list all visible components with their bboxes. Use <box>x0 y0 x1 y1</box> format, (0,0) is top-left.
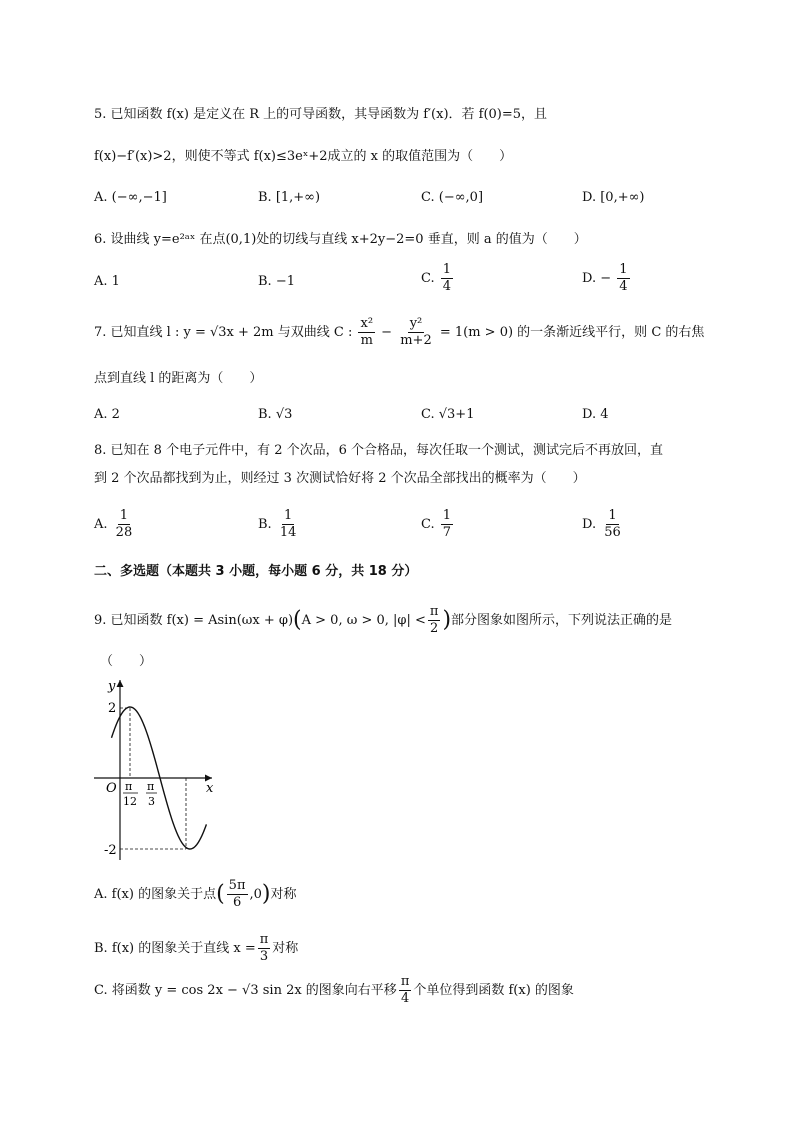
q6-option-c-label: C. <box>421 271 435 286</box>
q9-condition-fraction: $\frac{\pi}{2}$ <box>429 604 439 636</box>
q7-post: = 1(m > 0) 的一条渐近线平行，则 C 的右焦 <box>439 325 705 340</box>
q8-line1: 8. 已知在 8 个电子元件中，有 2 个次品，6 个合格品，每次任取一个测试，测试完后不再放回，直 <box>94 443 664 458</box>
q7-option-c: C. √3+1 <box>421 407 475 422</box>
q8-option-d-label: D. <box>582 517 597 532</box>
q7-minus: − <box>381 325 393 340</box>
q9-condition: A > 0, ω > 0, |φ| < <box>301 613 426 628</box>
q8-option-a-label: A. <box>94 517 108 532</box>
q5-line2: f(x)−f′(x)>2，则使不等式 f(x)≤3eˣ+2成立的 x 的取值范围为（ ） <box>94 149 513 164</box>
q8-option-a <box>94 508 136 541</box>
q8-option-d <box>582 508 625 541</box>
q8-line2: 到 2 个次品都找到为止，则经过 3 次测试恰好将 2 个次品全部找出的概率为（ ） <box>94 471 586 486</box>
q8-option-b-label: B. <box>258 517 272 532</box>
q6-option-c-fraction: $\frac{1}{4}$ <box>442 262 452 294</box>
q9-option-a: A. f(x) 的图象关于点( $\frac{5\pi}{6}$ ,0)对称 <box>94 878 297 910</box>
q7-option-d: D. 4 <box>582 407 609 422</box>
q9-post: 部分图象如图所示，下列说法正确的是 <box>451 613 673 628</box>
section-heading: 二、多选题（本题共 3 小题，每小题 6 分，共 18 分） <box>94 564 418 579</box>
q8-option-a-fraction: $\frac{1}{28}$ <box>115 508 133 540</box>
q9-option-b-tail: 对称 <box>272 941 299 956</box>
q6-option-a: A. 1 <box>94 274 120 289</box>
q7-pre: 7. 已知直线 l : y = √3x + 2m 与双曲线 C : <box>94 325 353 340</box>
q8-option-b <box>258 508 300 541</box>
q7-line2: 点到直线 l 的距离为（ ） <box>94 371 263 386</box>
q9-option-c-fraction: $\frac{\pi}{4}$ <box>400 974 410 1006</box>
q5-option-c: C. (−∞,0] <box>421 190 484 205</box>
x-axis-label: x <box>206 781 214 796</box>
tick-pi12-den: 12 <box>123 795 137 808</box>
q7-option-a: A. 2 <box>94 407 120 422</box>
q9-right-paren: ) <box>442 607 452 633</box>
q5-line1: 5. 已知函数 f(x) 是定义在 R 上的可导函数，其导函数为 f′(x)．若 f(0)=5，且 <box>94 107 548 122</box>
q9-option-c-pre: C. 将函数 y = cos 2x − √3 sin 2x 的图象向右平移 <box>94 983 397 998</box>
q6-option-d <box>582 262 632 295</box>
q8-option-d-fraction: $\frac{1}{56}$ <box>604 508 621 540</box>
q9-option-c-tail: 个单位得到函数 f(x) 的图象 <box>413 983 574 998</box>
q9-pre: 9. 已知函数 f(x) = Asin(ωx + φ) <box>94 613 294 628</box>
q8-option-c <box>421 508 455 541</box>
q5-option-b: B. [1,+∞) <box>258 190 321 205</box>
q6-option-c <box>421 262 455 295</box>
tick-pi12-num: π <box>125 780 133 793</box>
q9-option-a-pre: A. f(x) 的图象关于点 <box>94 887 217 902</box>
y-bottom-label: -2 <box>104 843 117 858</box>
tick-pi3-num: π <box>147 780 155 793</box>
q5-option-d: D. [0,+∞) <box>582 190 645 205</box>
q7-fraction-x: $\frac{\text{x²}}{m}$ <box>360 316 374 348</box>
y-axis-label: y <box>108 679 116 694</box>
y-top-label: 2 <box>108 701 117 716</box>
q9-sine-graph <box>90 674 230 864</box>
q9-option-b-pre: B. f(x) 的图象关于直线 x = <box>94 941 256 956</box>
tick-pi3-den: 3 <box>148 795 155 808</box>
q8-option-c-label: C. <box>421 517 435 532</box>
q7-line1 <box>94 316 704 349</box>
q9-option-b-fraction: $\frac{\pi}{3}$ <box>259 932 269 964</box>
q9-option-c <box>94 974 574 1007</box>
q6-option-d-fraction: $\frac{1}{4}$ <box>619 262 628 294</box>
q9-line1 <box>94 604 672 637</box>
origin-label: O <box>106 781 117 796</box>
q6-option-b: B. −1 <box>258 274 295 289</box>
q8-option-c-fraction: $\frac{1}{7}$ <box>442 508 452 540</box>
q9-left-paren: ( <box>293 607 302 633</box>
q9-option-b <box>94 932 298 965</box>
q7-fraction-y: $\frac{\text{y²}}{m+2}$ <box>400 316 432 348</box>
q6-option-d-label: D. − <box>582 271 612 286</box>
q9-option-a-point: ,0 <box>249 887 262 902</box>
q7-option-b: B. √3 <box>258 407 293 422</box>
q9-answer-paren: （ ） <box>100 654 153 669</box>
q5-option-a: A. (−∞,−1] <box>94 190 167 205</box>
q9-option-a-tail: 对称 <box>270 887 297 902</box>
q9-option-a-fraction: $\frac{5\pi}{6}$ <box>228 878 246 910</box>
q8-option-b-fraction: $\frac{1}{14}$ <box>279 508 297 540</box>
q6-line1: 6. 设曲线 y=e²ᵃˣ 在点(0,1)处的切线与直线 x+2y−2=0 垂直，则 a 的值为（ ） <box>94 232 587 247</box>
